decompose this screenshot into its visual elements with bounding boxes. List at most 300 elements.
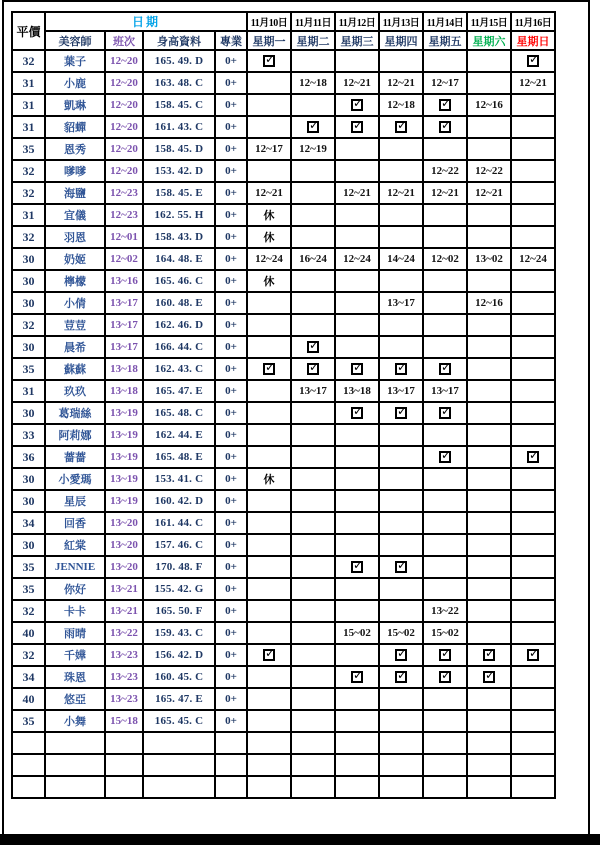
day-cell — [511, 116, 555, 138]
day-cell — [335, 50, 379, 72]
beautician-name-cell: 珠恩 — [45, 666, 105, 688]
day-cell — [423, 534, 467, 556]
checked-checkbox-icon — [307, 121, 319, 133]
weekday-header-cell: 星期五 — [423, 31, 467, 50]
weekday-header-cell: 星期二 — [291, 31, 335, 50]
empty-cell — [12, 776, 45, 798]
height-data-cell: 162. 46. D — [143, 314, 215, 336]
table-row — [12, 116, 555, 138]
date-header-cell: 11月14日 — [423, 12, 467, 31]
day-cell — [379, 226, 423, 248]
beautician-name-cell: 葉子 — [45, 50, 105, 72]
beautician-name-cell: 回香 — [45, 512, 105, 534]
specialty-cell: 0+ — [215, 248, 247, 270]
day-cell — [335, 336, 379, 358]
day-cell — [467, 270, 511, 292]
day-cell — [511, 292, 555, 314]
day-cell — [291, 358, 335, 380]
day-cell: 12~21 — [335, 72, 379, 94]
day-cell — [423, 116, 467, 138]
day-cell — [467, 644, 511, 666]
empty-cell — [143, 776, 215, 798]
day-cell — [511, 94, 555, 116]
beautician-name-cell: 紅棠 — [45, 534, 105, 556]
price-cell: 30 — [12, 402, 45, 424]
day-cell — [467, 446, 511, 468]
day-cell — [335, 578, 379, 600]
day-cell — [379, 116, 423, 138]
checked-checkbox-icon — [351, 561, 363, 573]
table-row — [12, 688, 555, 710]
day-cell — [291, 226, 335, 248]
day-cell — [247, 644, 291, 666]
price-cell: 40 — [12, 688, 45, 710]
day-cell — [247, 358, 291, 380]
day-cell — [335, 490, 379, 512]
table-row — [12, 512, 555, 534]
checked-checkbox-icon — [263, 363, 275, 375]
height-data-cell: 165. 50. F — [143, 600, 215, 622]
price-cell: 30 — [12, 248, 45, 270]
price-cell: 35 — [12, 138, 45, 160]
day-cell: 13~17 — [379, 292, 423, 314]
day-cell — [335, 138, 379, 160]
table-row — [12, 468, 555, 490]
day-cell — [423, 710, 467, 732]
day-cell: 12~18 — [379, 94, 423, 116]
specialty-cell: 0+ — [215, 50, 247, 72]
checked-checkbox-icon — [307, 341, 319, 353]
price-cell: 34 — [12, 666, 45, 688]
specialty-cell: 0+ — [215, 160, 247, 182]
weekday-header-cell: 星期四 — [379, 31, 423, 50]
date-group-header: 日期 — [45, 12, 247, 31]
day-cell — [467, 72, 511, 94]
empty-cell — [335, 754, 379, 776]
day-cell: 12~21 — [335, 182, 379, 204]
day-cell — [467, 116, 511, 138]
checked-checkbox-icon — [439, 649, 451, 661]
day-cell — [291, 600, 335, 622]
height-data-cell: 162. 55. H — [143, 204, 215, 226]
day-cell — [291, 314, 335, 336]
checked-checkbox-icon — [483, 671, 495, 683]
day-cell — [467, 138, 511, 160]
empty-cell — [511, 776, 555, 798]
day-cell — [423, 138, 467, 160]
day-cell — [511, 204, 555, 226]
day-cell: 12~24 — [335, 248, 379, 270]
specialty-cell: 0+ — [215, 622, 247, 644]
shift-cell: 13~19 — [105, 490, 143, 512]
beautician-name-cell: 玖玖 — [45, 380, 105, 402]
beautician-name-cell: 星辰 — [45, 490, 105, 512]
shift-cell: 13~19 — [105, 468, 143, 490]
checked-checkbox-icon — [439, 363, 451, 375]
header-row-weekdays — [12, 31, 555, 50]
height-data-cell: 157. 46. C — [143, 534, 215, 556]
day-cell — [291, 534, 335, 556]
day-cell — [247, 292, 291, 314]
day-cell — [379, 512, 423, 534]
day-cell — [335, 94, 379, 116]
price-cell: 30 — [12, 270, 45, 292]
day-cell: 12~21 — [467, 182, 511, 204]
day-cell — [467, 358, 511, 380]
price-cell: 32 — [12, 314, 45, 336]
empty-cell — [423, 732, 467, 754]
beautician-name-cell: 小倩 — [45, 292, 105, 314]
day-cell — [423, 446, 467, 468]
shift-cell: 13~23 — [105, 644, 143, 666]
day-cell: 13~17 — [423, 380, 467, 402]
height-data-cell: 162. 44. E — [143, 424, 215, 446]
empty-cell — [247, 754, 291, 776]
table-row — [12, 72, 555, 94]
specialty-cell: 0+ — [215, 270, 247, 292]
height-data-cell: 159. 43. C — [143, 622, 215, 644]
specialty-cell: 0+ — [215, 468, 247, 490]
shift-cell: 12~20 — [105, 116, 143, 138]
beautician-name-cell: 恩秀 — [45, 138, 105, 160]
day-cell — [467, 512, 511, 534]
header-row-dates — [12, 12, 555, 31]
day-cell: 12~21 — [247, 182, 291, 204]
day-cell — [291, 160, 335, 182]
day-cell — [335, 292, 379, 314]
table-row — [12, 424, 555, 446]
day-cell — [379, 644, 423, 666]
day-cell — [511, 622, 555, 644]
empty-cell — [45, 754, 105, 776]
day-cell — [379, 50, 423, 72]
specialty-cell: 0+ — [215, 72, 247, 94]
table-row — [12, 556, 555, 578]
day-cell — [247, 512, 291, 534]
specialty-cell: 0+ — [215, 358, 247, 380]
day-cell — [247, 424, 291, 446]
specialty-cell: 0+ — [215, 556, 247, 578]
beautician-name-cell: JENNIE — [45, 556, 105, 578]
empty-cell — [45, 732, 105, 754]
day-cell — [423, 358, 467, 380]
empty-cell — [291, 776, 335, 798]
date-header-cell: 11月15日 — [467, 12, 511, 31]
empty-table-row — [12, 776, 555, 798]
day-cell — [335, 600, 379, 622]
day-cell — [511, 710, 555, 732]
empty-cell — [247, 776, 291, 798]
empty-table-row — [12, 732, 555, 754]
day-cell: 13~17 — [379, 380, 423, 402]
day-cell — [379, 534, 423, 556]
price-column-header: 平價 — [12, 12, 45, 50]
day-cell — [291, 666, 335, 688]
day-cell — [291, 688, 335, 710]
day-cell — [423, 424, 467, 446]
height-data-cell: 155. 42. G — [143, 578, 215, 600]
day-cell — [247, 622, 291, 644]
height-data-cell: 160. 48. E — [143, 292, 215, 314]
specialty-cell: 0+ — [215, 292, 247, 314]
beautician-name-cell: 荳荳 — [45, 314, 105, 336]
day-cell — [335, 644, 379, 666]
height-data-cell: 163. 48. C — [143, 72, 215, 94]
day-cell: 12~22 — [423, 160, 467, 182]
day-cell — [423, 578, 467, 600]
table-row — [12, 578, 555, 600]
height-data-cell: 158. 45. D — [143, 138, 215, 160]
table-row — [12, 622, 555, 644]
checked-checkbox-icon — [483, 649, 495, 661]
day-cell — [335, 116, 379, 138]
day-cell — [247, 578, 291, 600]
day-cell — [335, 534, 379, 556]
weekday-header-cell: 星期六 — [467, 31, 511, 50]
day-cell — [467, 380, 511, 402]
shift-cell: 13~18 — [105, 380, 143, 402]
shift-cell: 13~16 — [105, 270, 143, 292]
empty-cell — [511, 732, 555, 754]
day-cell: 15~02 — [379, 622, 423, 644]
price-cell: 30 — [12, 336, 45, 358]
height-data-cell: 165. 46. C — [143, 270, 215, 292]
day-cell: 13~17 — [291, 380, 335, 402]
day-cell — [247, 556, 291, 578]
specialty-cell: 0+ — [215, 688, 247, 710]
weekday-header-cell: 星期日 — [511, 31, 555, 50]
height-data-cell: 160. 42. D — [143, 490, 215, 512]
day-cell — [379, 710, 423, 732]
day-cell: 12~19 — [291, 138, 335, 160]
shift-cell: 13~18 — [105, 358, 143, 380]
day-cell — [511, 600, 555, 622]
day-cell — [247, 446, 291, 468]
day-cell — [511, 446, 555, 468]
table-row — [12, 292, 555, 314]
day-cell — [467, 468, 511, 490]
shift-cell: 13~20 — [105, 534, 143, 556]
day-cell — [379, 688, 423, 710]
price-cell: 31 — [12, 72, 45, 94]
weekday-header-cell: 星期一 — [247, 31, 291, 50]
day-cell — [511, 512, 555, 534]
specialty-cell: 0+ — [215, 314, 247, 336]
day-cell — [423, 204, 467, 226]
specialty-cell: 0+ — [215, 710, 247, 732]
day-cell — [511, 314, 555, 336]
height-column-header: 身高資料 — [143, 31, 215, 50]
day-cell — [511, 468, 555, 490]
shift-cell: 12~01 — [105, 226, 143, 248]
day-cell — [247, 72, 291, 94]
specialty-cell: 0+ — [215, 336, 247, 358]
day-cell — [379, 490, 423, 512]
checked-checkbox-icon — [439, 121, 451, 133]
day-cell — [335, 556, 379, 578]
shift-cell: 13~20 — [105, 512, 143, 534]
day-cell: 15~02 — [423, 622, 467, 644]
price-cell: 32 — [12, 226, 45, 248]
price-cell: 30 — [12, 292, 45, 314]
day-cell — [467, 622, 511, 644]
price-cell: 32 — [12, 50, 45, 72]
empty-cell — [105, 776, 143, 798]
price-cell: 31 — [12, 94, 45, 116]
day-cell-rest: 休 — [247, 270, 291, 292]
shift-cell: 13~19 — [105, 446, 143, 468]
empty-cell — [105, 754, 143, 776]
checked-checkbox-icon — [527, 55, 539, 67]
day-cell — [335, 358, 379, 380]
day-cell — [335, 204, 379, 226]
day-cell — [379, 358, 423, 380]
height-data-cell: 165. 48. E — [143, 446, 215, 468]
empty-cell — [105, 732, 143, 754]
specialty-cell: 0+ — [215, 182, 247, 204]
day-cell: 13~02 — [467, 248, 511, 270]
price-cell: 32 — [12, 600, 45, 622]
day-cell — [511, 424, 555, 446]
price-cell: 32 — [12, 160, 45, 182]
day-cell — [379, 138, 423, 160]
price-cell: 31 — [12, 116, 45, 138]
day-cell — [467, 204, 511, 226]
shift-cell: 12~20 — [105, 72, 143, 94]
day-cell — [291, 622, 335, 644]
shift-cell: 13~20 — [105, 556, 143, 578]
beautician-name-cell: 檸檬 — [45, 270, 105, 292]
shift-cell: 12~20 — [105, 94, 143, 116]
day-cell — [291, 182, 335, 204]
schedule-table — [11, 11, 556, 799]
day-cell: 12~21 — [511, 72, 555, 94]
height-data-cell: 158. 45. C — [143, 94, 215, 116]
beautician-name-cell: 小鹿 — [45, 72, 105, 94]
day-cell — [423, 226, 467, 248]
price-cell: 32 — [12, 644, 45, 666]
date-header-cell: 11月10日 — [247, 12, 291, 31]
shift-cell: 13~19 — [105, 424, 143, 446]
day-cell — [467, 600, 511, 622]
empty-table-row — [12, 754, 555, 776]
day-cell — [379, 336, 423, 358]
table-row — [12, 248, 555, 270]
checked-checkbox-icon — [263, 55, 275, 67]
empty-cell — [467, 776, 511, 798]
day-cell — [291, 556, 335, 578]
day-cell: 12~17 — [247, 138, 291, 160]
day-cell — [511, 226, 555, 248]
beautician-name-cell: 卡卡 — [45, 600, 105, 622]
empty-cell — [379, 776, 423, 798]
day-cell: 12~16 — [467, 292, 511, 314]
empty-cell — [143, 754, 215, 776]
beautician-name-cell: 小愛瑪 — [45, 468, 105, 490]
beautician-name-cell: 悠亞 — [45, 688, 105, 710]
table-row — [12, 710, 555, 732]
day-cell — [511, 270, 555, 292]
price-cell: 33 — [12, 424, 45, 446]
specialty-cell: 0+ — [215, 578, 247, 600]
day-cell — [379, 556, 423, 578]
beautician-name-cell: 嗲嗲 — [45, 160, 105, 182]
specialty-cell: 0+ — [215, 490, 247, 512]
height-data-cell: 161. 44. C — [143, 512, 215, 534]
day-cell: 12~17 — [423, 72, 467, 94]
day-cell — [247, 534, 291, 556]
table-row — [12, 226, 555, 248]
table-row — [12, 358, 555, 380]
weekday-header-cell: 星期三 — [335, 31, 379, 50]
day-cell — [247, 600, 291, 622]
day-cell — [467, 336, 511, 358]
day-cell: 15~02 — [335, 622, 379, 644]
empty-cell — [335, 732, 379, 754]
specialty-cell: 0+ — [215, 380, 247, 402]
specialty-cell: 0+ — [215, 94, 247, 116]
day-cell — [467, 424, 511, 446]
day-cell — [467, 534, 511, 556]
day-cell — [291, 402, 335, 424]
checked-checkbox-icon — [351, 99, 363, 111]
price-cell: 35 — [12, 358, 45, 380]
day-cell — [247, 666, 291, 688]
day-cell — [423, 292, 467, 314]
shift-cell: 12~23 — [105, 182, 143, 204]
day-cell — [423, 666, 467, 688]
day-cell — [379, 314, 423, 336]
day-cell — [335, 468, 379, 490]
empty-cell — [423, 754, 467, 776]
day-cell — [291, 710, 335, 732]
empty-cell — [467, 754, 511, 776]
day-cell — [291, 644, 335, 666]
price-cell: 35 — [12, 710, 45, 732]
shift-column-header: 班次 — [105, 31, 143, 50]
day-cell-rest: 休 — [247, 204, 291, 226]
height-data-cell: 156. 42. D — [143, 644, 215, 666]
day-cell — [379, 600, 423, 622]
day-cell — [423, 556, 467, 578]
specialty-cell: 0+ — [215, 600, 247, 622]
specialty-cell: 0+ — [215, 116, 247, 138]
checked-checkbox-icon — [527, 451, 539, 463]
day-cell — [467, 226, 511, 248]
day-cell — [511, 138, 555, 160]
day-cell — [511, 578, 555, 600]
table-row — [12, 446, 555, 468]
shift-cell: 12~23 — [105, 204, 143, 226]
day-cell — [335, 314, 379, 336]
day-cell — [335, 446, 379, 468]
table-row — [12, 94, 555, 116]
height-data-cell: 170. 48. F — [143, 556, 215, 578]
height-data-cell: 164. 48. E — [143, 248, 215, 270]
beautician-name-cell: 羽恩 — [45, 226, 105, 248]
price-cell: 31 — [12, 204, 45, 226]
beautician-name-cell: 雨晴 — [45, 622, 105, 644]
price-cell: 35 — [12, 556, 45, 578]
day-cell-rest: 休 — [247, 468, 291, 490]
day-cell — [511, 50, 555, 72]
shift-cell: 13~23 — [105, 666, 143, 688]
height-data-cell: 161. 43. C — [143, 116, 215, 138]
empty-cell — [215, 776, 247, 798]
beautician-name-cell: 小舞 — [45, 710, 105, 732]
day-cell — [335, 270, 379, 292]
price-cell: 31 — [12, 380, 45, 402]
